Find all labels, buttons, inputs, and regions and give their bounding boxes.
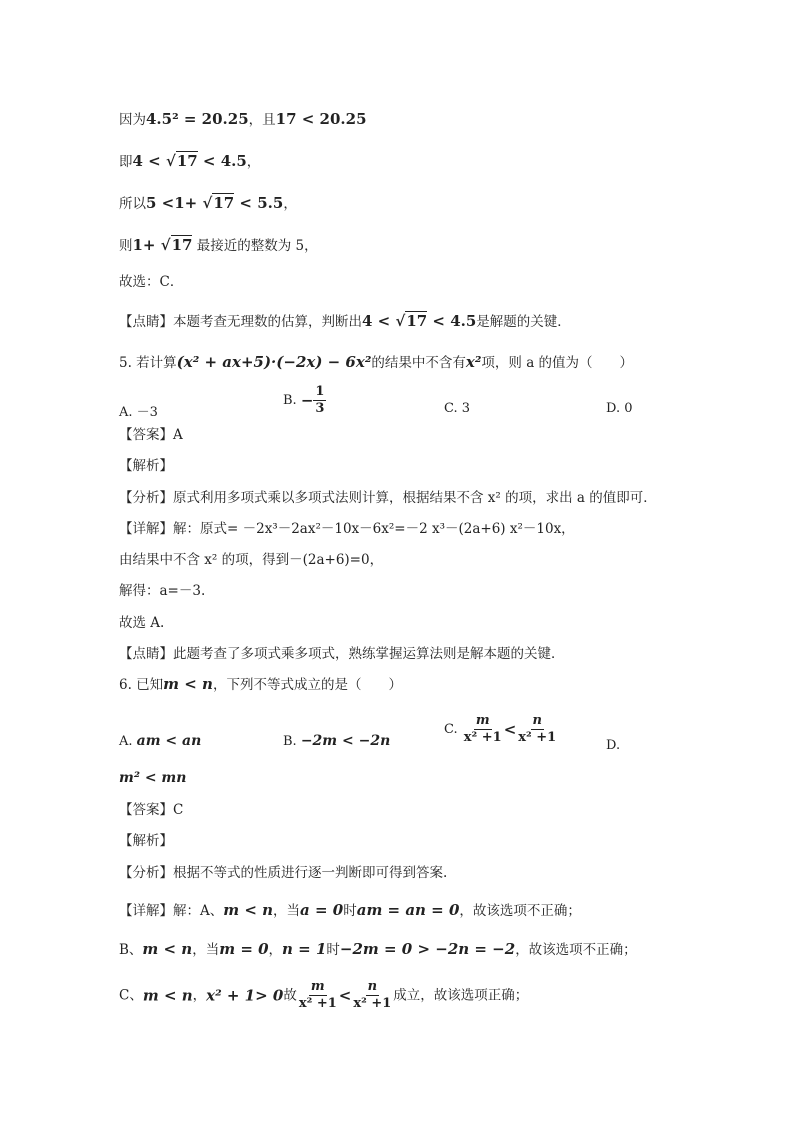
math-expr: 4 < √17 < 4.5 [132,152,247,170]
line-therefore [119,193,297,214]
q5-dianjing: 【点睛】此题考查了多项式乘多项式，熟练掌握运算法则是解本题的关键． [119,646,565,662]
text: ， [283,196,297,212]
math-expr: n = 1 [282,940,327,958]
math-expr: 4.5² = 20.25 [146,110,249,128]
text: 所以 [119,196,146,212]
math-expr: 1+ √17 [132,236,193,254]
q5-option-a: A. －3 [119,405,158,420]
math-expr: m < n [163,675,213,693]
q5-answer: 【答案】A [119,427,183,443]
math-expr: −2m < −2n [300,733,391,749]
text: 是解题的关键． [476,314,571,330]
option-label: C. [444,722,458,737]
fraction: $\frac{1}{3}$ [315,384,325,416]
fraction: $\frac{m}{\text{x² +1}}$ [298,979,337,1011]
math-expr: (x² + ax+5)·(−2x) − 6x² [176,353,372,371]
math-expr: 17 < 20.25 [275,110,367,128]
option-label: A. [119,734,133,749]
math-expr: −2m = 0 > −2n = −2 [339,940,516,958]
text: 成立，故该选项正确； [393,987,529,1004]
line-choose-c: 故选：C． [119,274,184,290]
text: B、 [119,942,143,958]
text: 项，则 a 的值为（ ） [481,355,634,371]
option-label: B. [283,393,297,408]
text: 的结果中不含有 [371,355,466,371]
math-expr: m < n [142,986,193,1005]
q5-option-d: D. 0 [606,401,633,416]
text: ，当 [273,903,301,919]
q6-analysis-header: 【解析】 [119,833,173,849]
text: ，下列不等式成立的是（ ） [212,677,402,693]
text: ， [268,942,283,958]
line-so [119,151,260,172]
text: ，故该选项不正确； [515,942,637,958]
q5-option-b [283,384,326,417]
question-6 [119,674,402,695]
q5-line4: 故选 A. [119,615,165,631]
text: 6. 已知 [119,677,164,693]
math-expr: am = an = 0 [356,901,460,919]
q5-xiangjie: 【详解】解：原式= －2x³－2ax²－10x－6x²=－2 x³－(2a+6) x²－10x， [119,521,575,537]
text: 【点睛】本题考查无理数的估算，判断出 [119,314,362,330]
lt-sign: < [503,720,517,739]
fraction: $\frac{m}{\text{x² +1}}$ [463,713,502,745]
q6-xiangjie-c [119,978,528,1013]
text: 时 [326,942,340,958]
q6-option-b [283,733,390,749]
math-expr: x² [465,353,482,371]
text: C、 [119,987,143,1004]
q5-line3: 解得：a=－3. [119,583,206,599]
math-expr: am < an [136,733,202,749]
text: ，当 [192,942,220,958]
math-expr: 4 < √17 < 4.5 [362,312,477,330]
math-expr: m < n [223,901,274,919]
fraction: $\frac{n}{\text{x² +1}}$ [353,979,392,1011]
q5-fenxi: 【分析】原式利用多项式乘以多项式法则计算，根据结果不含 x² 的项，求出 a 的值即可． [119,490,657,506]
text: 【详解】解：A、 [119,903,224,919]
text: ，且 [248,112,276,128]
q6-option-d-label: D. [606,738,621,753]
math-expr: 5 <1+ √17 < 5.5 [146,194,284,212]
question-5 [119,352,633,373]
q6-xiangjie-a [119,900,581,921]
text: 因为 [119,112,146,128]
text: ， [246,154,261,170]
q6-xiangjie-b [119,939,637,960]
fraction: $\frac{n}{\text{x² +1}}$ [518,713,557,745]
q6-option-c [444,713,558,746]
minus-sign: − [300,391,314,410]
q6-fenxi: 【分析】根据不等式的性质进行逐一判断即可得到答案. [119,865,448,881]
math-expr: m = 0 [219,940,269,958]
q6-option-d-math [119,768,186,788]
text: ，故该选项不正确； [459,903,581,919]
lt-sign: < [338,986,352,1005]
q6-answer: 【答案】C [119,802,184,818]
text: 时 [343,903,357,919]
q5-analysis-header: 【解析】 [119,458,173,474]
text: 即 [119,154,133,170]
text: 则 [119,238,133,254]
text: 5. 若计算 [119,355,177,371]
text: 故 [283,987,297,1004]
line-then [119,235,318,256]
math-expr: x² + 1> 0 [206,986,284,1005]
line-because [119,109,367,130]
option-label: B. [283,734,297,749]
q5-line2: 由结果中不含 x² 的项，得到－(2a+6)=0， [119,552,384,568]
math-expr: m < n [142,940,193,958]
line-dianjing-4 [119,311,571,332]
math-expr: a = 0 [300,901,344,919]
q5-option-c: C. 3 [444,401,471,416]
text: 最接近的整数为 5， [192,238,318,254]
q6-option-a [119,733,201,749]
math-expr: m² < mn [119,770,187,786]
text: ， [192,987,207,1004]
